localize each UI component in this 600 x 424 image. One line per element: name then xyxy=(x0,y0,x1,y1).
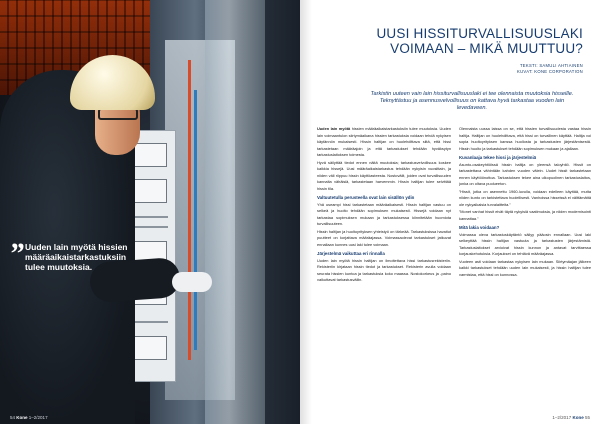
body-column-2 xyxy=(459,126,591,404)
section-subheading: Kuvanlaaja tekee hissi ja järjestelmiä xyxy=(459,155,537,160)
article-headline: UUSI HISSITURVALLISUUSLAKI VOIMAAN – MIKÄ MUUTTUU? xyxy=(376,26,583,56)
body-paragraph: ”Hissit, jotka on asennettu 1960-luvulla, voidaan edelleen käyttää, mutta niiden kunto on tarkistettava huolellisesti. Vanhoissa hisseissä ei välttämättä ole nykyaikaisia turvalaitteita.” xyxy=(459,188,591,207)
panel-component xyxy=(131,336,167,360)
body-paragraph: ”Monet vanhat hissit eivät täytä nykyisiä vaatimuksia, ja niiden modernisointi kannattaa.” xyxy=(459,209,591,221)
lead-in-text: Uuden lain myötä xyxy=(317,126,351,131)
byline-author: TEKSTI: SAMULI AHTIAINEN xyxy=(519,63,583,68)
work-glove xyxy=(172,272,212,292)
pull-quote-text: Uuden lain myötä hissien määräaikaistarkastuksiin tulee muutoksia. xyxy=(25,242,128,272)
body-paragraph: Yhä useampi hissi tarkastetaan määräaikaisesti. Hissin haltijan vastuu on selkeä ja huolto tehdään sopimuksen mukaisesti. Hissejä voidaan nyt tarkastaa sopimuksen mukaan ja tarkastuksessa kiinnitetään huomiota turvallisuuteen. xyxy=(317,201,451,226)
byline xyxy=(430,63,583,75)
door-frame xyxy=(205,0,265,424)
body-paragraph: Voimassa oleva tarkastuskäytäntö säilyy pääosin ennallaan. Uusi laki selkeyttää hissin haltijan vastuuta ja tarkastusten järjestämistä. Tarkastuslaitokset arvioivat hissin kunnon ja antavat tarvittaessa korjauskehotuksia. Korjaukset on tehtävä määräajassa. xyxy=(459,231,591,256)
quote-mark-icon: ” xyxy=(9,237,24,270)
body-column-1 xyxy=(317,126,451,404)
cable xyxy=(188,60,191,360)
folio-left xyxy=(10,415,48,420)
body-paragraph: Hissin haltijan ja huoltoyrityksen yhteistyö on tärkeää. Tarkastuksissa havaitut puutteet on korjattava määräajassa. Voimassaolevat tarkastukset jatkuvat ennallaan kunnes uusi laki tulee voimaan. xyxy=(317,228,451,247)
section-subheading: Järjestelmä vaikuttaa eri rinnalla xyxy=(317,251,385,256)
magazine-name: Kone xyxy=(16,415,28,420)
body-paragraph: Vuoteen asti voidaan tarkastaa nykyisen lain mukaan. Siirtymäajan jälkeen kaikki tarkastukset tehdään uuden lain mukaisesti, ja hissin haltijan tulee varmistaa, että hissi on kunnossa. xyxy=(459,258,591,277)
body-paragraph: Uuden lain myötä hissin haltijan on ilmoitettava hissi tarkastusrekisteriin. Rekisteriin kirjataan hissin tiedot ja tarkastukset. Rekisterin avulla voidaan seurata hissien kuntoa ja tarkastuksia koko maassa. Nostokorkeus ja -paino vaikuttavat tarkastusväliin. xyxy=(317,257,451,282)
page-gutter xyxy=(300,0,312,424)
body-paragraph: Hyvä säilyttää tiedot ennen näitä muutoksia; tarkastusvelvollisuus koskee kaikkia hissejä. Uusi määräaikaistarkastus tehdään nykyisin vuosittain, ja niiden väli riippuu hissin käyttöasteesta. Nostovälit, joiden ovat turvallisuuden kannalta vähäisiä, tarkastetaan harvemmin. Hissin haltijan tulee selvittää hissin tila. xyxy=(317,159,451,191)
magazine-name: Kone xyxy=(572,415,584,420)
cable xyxy=(194,90,197,350)
issue-label: 1–2/2017 xyxy=(28,415,48,420)
panel-component xyxy=(131,143,167,167)
body-paragraph xyxy=(317,126,451,159)
article-lede: Tarkistin uuteen vain lain hissiturvallisuuslaki ei tee olennaista muutoksia hisseille. Teknyttästuu ja asennusvelvollisuus on kattava hyvä tarkastaa vuoden lain levedaveen. xyxy=(370,91,574,112)
body-paragraph: Olennaista uussa laissa on se, että hissien turvallisuudesta vastaa hissin haltija. Haltijan on huolehdittava, että hissi on turvallinen käyttää. Haltija voi sopia huoltoyrityksen kanssa huollosta ja tarkastusten järjestämisestä. Hissin huolto ja tarkastukset tehdään sopimuksen mukaan ja ajallaan. xyxy=(459,126,591,151)
panel-component xyxy=(131,179,167,203)
section-subheading: Mitä lakia voidaan? xyxy=(459,225,500,230)
pull-quote xyxy=(9,237,144,272)
folio-right xyxy=(552,415,590,420)
paragraph-text: hissien määräaikaistarkastuksiin tulee muutoksia. Uuden lain voimaantulon siirtymäaikana hissien tarkastuksia voidaan tehdä nykyisen käytännön mukaisesti. Hissin haltijan on huolehdittava siitä, että hissi tarkastetaan määräajoin ja että tarkastukset tehdään hyväksytyn tarkastuslaitoksen toimesta. xyxy=(317,126,451,157)
byline-photos: KUVAT: KONE CORPORATION xyxy=(517,69,583,74)
issue-label: 1–2/2017 xyxy=(552,415,572,420)
body-paragraph: Asunto-osakeyhtiöissä hissin haltija on yleensä taloyhtiö. Hissit on tarkastettava vähintään kahden vuoden välein. Uudet hissit tarkastetaan ennen käyttöönottoa. Tarkastuksen tekee aina ulkopuolinen tarkastuslaitos, jonka on oltava puolueeton. xyxy=(459,161,591,186)
section-subheading: Valtuutetulla perusteella ovat lain sisällön ydin xyxy=(317,195,415,200)
page-number: 55 xyxy=(584,415,590,420)
page-number: 54 xyxy=(10,415,16,420)
